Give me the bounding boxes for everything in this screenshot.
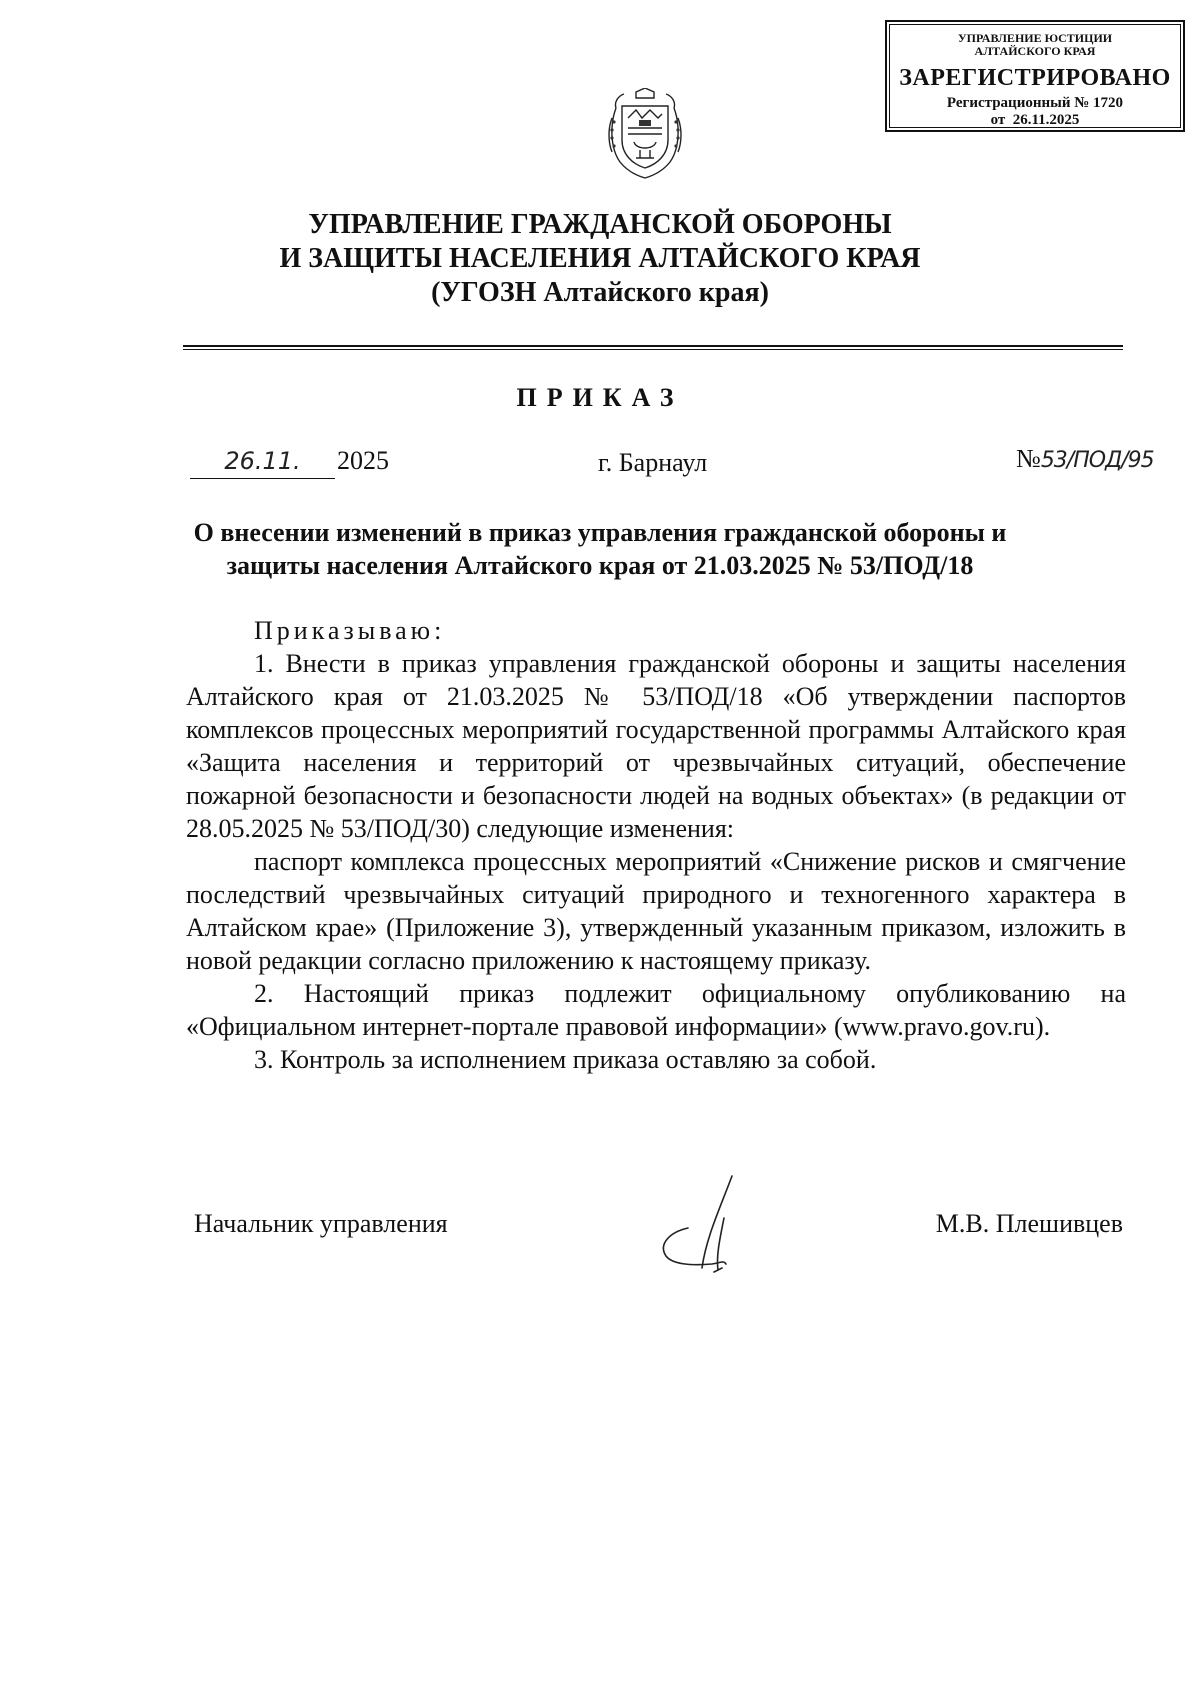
order-subject <box>150 516 1050 582</box>
header-divider-thin <box>183 349 1123 350</box>
stamp-status: ЗАРЕГИСТРИРОВАНО <box>899 65 1171 91</box>
order-subject-line2: защиты населения Алтайского края от 21.03.2025 № 53/ПОД/18 <box>226 551 974 580</box>
signatory-name: М.В. Плешивцев <box>935 1209 1123 1238</box>
stamp-reg-number: Регистрационный № 1720 <box>946 95 1124 111</box>
order-date-year: 2025 <box>337 446 389 475</box>
order-date-handwritten: 26.11. <box>190 444 335 479</box>
document-type: ПРИКАЗ <box>516 383 684 412</box>
registration-stamp <box>885 20 1185 132</box>
order-paragraph-3: 2. Настоящий приказ подлежит официальному опубликованию на «Официальном интернет-портале правовой информации» (www.pravo.gov.ru). <box>186 979 1126 1041</box>
order-paragraph-4: 3. Контроль за исполнением приказа оставляю за собой. <box>254 1045 877 1074</box>
order-paragraph-1: 1. Внести в приказ управления гражданской обороны и защиты населения Алтайского края от 21.03.2025 № 53/ПОД/18 «Об утверждении паспортов комплексов процессных мероприятий государственной программы Алтайского края «Защита населения и территорий от чрезвычайных ситуаций, обеспечение пожарной безопасности и безопасности людей на водных объектах» (в редакции от 28.05.2025 № 53/ПОД/30) следующие изменения: <box>186 649 1126 843</box>
order-body <box>186 614 1126 1076</box>
stamp-org: УПРАВЛЕНИЕ ЮСТИЦИИ АЛТАЙСКОГО КРАЯ <box>957 31 1113 58</box>
agency-title-line3: (УГОЗН Алтайского края) <box>431 277 769 308</box>
altai-krai-coat-of-arms-icon <box>606 88 684 180</box>
order-paragraph-2: паспорт комплекса процессных мероприятий «Снижение рисков и смягчение последствий чрезвычайных ситуаций природного и техногенного характера в Алтайском крае» (Приложение 3), утвержденный указанным приказом, изложить в новой редакции согласно приложению к настоящему приказу. <box>186 847 1126 975</box>
agency-title-line1: УПРАВЛЕНИЕ ГРАЖДАНСКОЙ ОБОРОНЫ <box>308 209 892 240</box>
signatory-position: Начальник управления <box>194 1209 448 1238</box>
stamp-reg-date: от 26.11.2025 <box>990 112 1080 128</box>
order-number-handwritten: 53/ПОД/95 <box>1040 448 1154 473</box>
handwritten-signature-icon <box>640 1168 770 1288</box>
order-subject-line1: О внесении изменений в приказ управления гражданской обороны и <box>193 518 1007 547</box>
order-number <box>1016 444 1154 474</box>
order-number-prefix: № <box>1016 444 1041 473</box>
order-intro: Приказываю: <box>254 616 446 645</box>
order-city: г. Барнаул <box>598 448 708 477</box>
header-divider <box>183 345 1123 347</box>
agency-title-line2: И ЗАЩИТЫ НАСЕЛЕНИЯ АЛТАЙСКОГО КРАЯ <box>279 243 921 274</box>
agency-title <box>150 208 1050 310</box>
